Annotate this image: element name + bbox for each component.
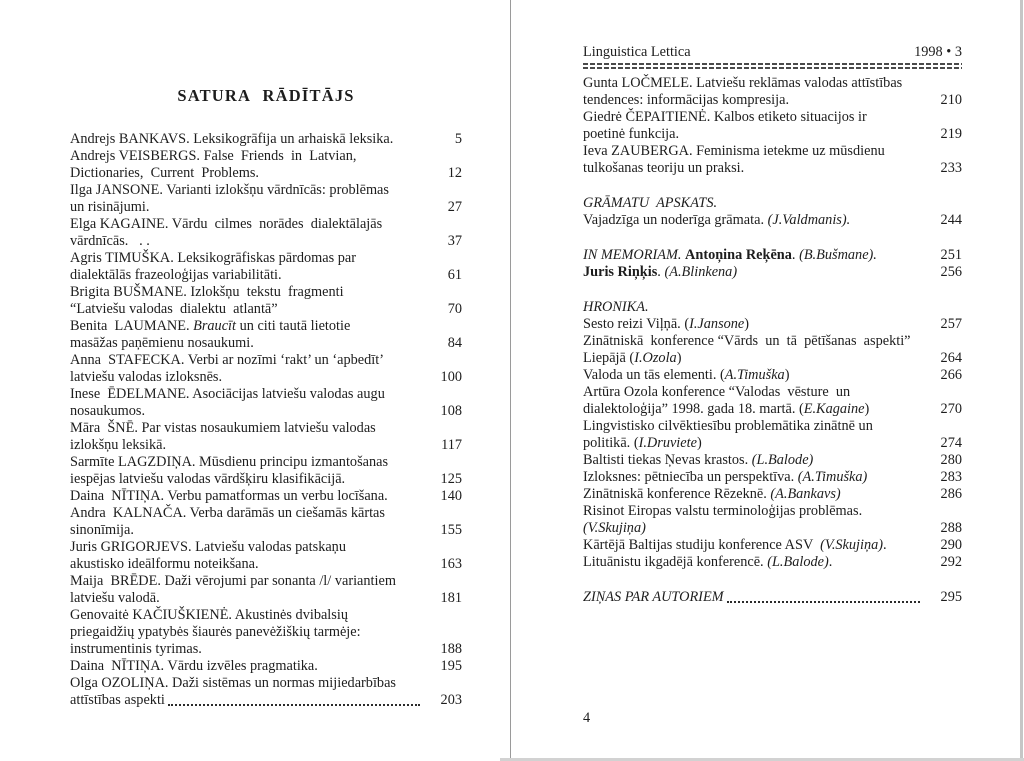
- toc-text: (L.Balode): [767, 554, 829, 570]
- toc-text: (A.Timuška): [797, 469, 868, 485]
- toc-text: Juris GRIGORJEVS. Latviešu valodas patskaņu: [70, 539, 346, 555]
- page-number: 244: [940, 212, 962, 228]
- toc-line: [583, 299, 962, 316]
- toc-line: [70, 675, 462, 692]
- toc-line: [583, 109, 962, 126]
- page-number: 257: [940, 316, 962, 332]
- toc-line: [583, 126, 962, 143]
- toc-line: [583, 452, 962, 469]
- toc-line: [70, 216, 462, 233]
- toc-text: (B.Bušmane).: [799, 247, 877, 263]
- toc-line: [583, 247, 962, 264]
- toc-text: sinonīmija.: [70, 522, 134, 538]
- toc-text: Antoņina Reķēna: [685, 247, 792, 263]
- toc-text: E.Kagaine: [803, 401, 865, 417]
- toc-text: Kārtējā Baltijas studiju konference ASV: [583, 537, 821, 553]
- page-number: 210: [940, 92, 962, 108]
- toc-text: Māra ŠNĒ. Par vistas nosaukumiem latviešu valodas: [70, 420, 376, 436]
- toc-line: [583, 333, 962, 350]
- toc-line: [70, 369, 462, 386]
- toc-title: SATURA RĀDĪTĀJS: [177, 86, 355, 105]
- toc-line: [583, 92, 962, 109]
- toc-text: (V.Skujiņa): [583, 520, 646, 536]
- toc-line: [70, 522, 462, 539]
- toc-line: [70, 607, 462, 624]
- toc-text: Valoda un tās elementi. (: [583, 367, 725, 383]
- toc-line: [70, 454, 462, 471]
- toc-text: Anna STAFECKA. Verbi ar nozīmi ‘rakt’ un ‘apbedīt’: [70, 352, 384, 368]
- toc-text: Gunta LOČMELE. Latviešu reklāmas valodas attīstības: [583, 75, 903, 91]
- page-number: 12: [447, 165, 462, 181]
- toc-text: ): [864, 401, 870, 417]
- toc-line: [583, 418, 962, 435]
- page-number: 100: [440, 369, 462, 385]
- page-number: 27: [447, 199, 462, 215]
- toc-text: attīstības aspekti: [70, 692, 165, 708]
- toc-line: [70, 590, 462, 607]
- page-number: 117: [441, 437, 462, 453]
- toc-line: [70, 284, 462, 301]
- toc-text: Baltisti tiekas Ņevas krastos.: [583, 452, 752, 468]
- toc-text: I.Druviete: [638, 435, 697, 451]
- toc-text: Dictionaries, Current Problems.: [70, 165, 260, 181]
- toc-line: [70, 403, 462, 420]
- toc-line: [583, 384, 962, 401]
- page-number: 163: [440, 556, 462, 572]
- toc-line: [70, 624, 462, 641]
- blank-line: [583, 571, 962, 589]
- toc-text: Andrejs VEISBERGS. False Friends in Latvian,: [70, 148, 357, 164]
- toc-line: [583, 75, 962, 92]
- toc-text: (J.Valdmanis).: [767, 212, 851, 228]
- toc-line: [70, 420, 462, 437]
- toc-text: I.Ozola: [634, 350, 677, 366]
- toc-text: Artūra Ozola konference “Valodas vēsture un: [583, 384, 851, 400]
- toc-text: Vajadzīga un noderīga grāmata.: [583, 212, 768, 228]
- toc-line: [583, 212, 962, 229]
- toc-text: Maija BRĒDE. Daži vērojumi par sonanta /l/ variantiem: [70, 573, 396, 589]
- toc-line: [70, 539, 462, 556]
- page-number: 37: [447, 233, 462, 249]
- toc-text: vārdnīcās. . .: [70, 233, 150, 249]
- page-number: 5: [454, 131, 462, 147]
- toc-text: Izloksnes: pētniecība un perspektīva.: [583, 469, 798, 485]
- toc-text: akustisko ideālformu noteikšana.: [70, 556, 259, 572]
- dot-leader: [727, 601, 920, 603]
- toc-line: [70, 199, 462, 216]
- toc-text: (A.Bankavs): [770, 486, 841, 502]
- left-page: [70, 0, 462, 761]
- toc-text: .: [883, 537, 887, 553]
- page-number: 84: [447, 335, 462, 351]
- toc-text: Agris TIMUŠKA. Leksikogrāfiskas pārdomas par: [70, 250, 357, 266]
- toc-line: [70, 148, 462, 165]
- toc-line: [583, 160, 962, 177]
- page-number: 61: [447, 267, 462, 283]
- toc-line: [70, 267, 462, 284]
- page-number: 108: [440, 403, 462, 419]
- toc-text: ): [696, 435, 702, 451]
- toc-line: [70, 250, 462, 267]
- page-number: 233: [940, 160, 962, 176]
- toc-text: ): [744, 316, 750, 332]
- page-number: 290: [940, 537, 962, 553]
- toc-text: Juris Riņķis: [583, 264, 658, 280]
- toc-line: [70, 641, 462, 658]
- toc-text: Sesto reizi Viļņā. (: [583, 316, 690, 332]
- page-number: 283: [940, 469, 962, 485]
- toc-text: Daina NĪTIŅA. Vārdu izvēles pragmatika.: [70, 658, 318, 674]
- page-number: 70: [447, 301, 462, 317]
- toc-text: Braucīt: [193, 318, 236, 334]
- toc-text: un risinājumi.: [70, 199, 150, 215]
- toc-text: Olga OZOLIŅA. Daži sistēmas un normas mijiedarbības: [70, 675, 396, 691]
- toc-line: [583, 316, 962, 333]
- toc-text: .: [828, 554, 833, 570]
- toc-line: [583, 350, 962, 367]
- toc-line: [70, 335, 462, 352]
- toc-text: Giedrė ČEPAITIENĖ. Kalbos etiketo situacijos ir: [583, 109, 867, 125]
- toc-text: GRĀMATU APSKATS.: [583, 195, 718, 211]
- page-number: 280: [940, 452, 962, 468]
- toc-text: politikā. (: [583, 435, 639, 451]
- scan-edge-right: [1020, 0, 1023, 761]
- toc-line: [70, 301, 462, 318]
- toc-text: “Latviešu valodas dialektu atlantā”: [70, 301, 278, 317]
- toc-text: Benita LAUMANE.: [70, 318, 194, 334]
- toc-text: I.Jansone: [689, 316, 745, 332]
- toc-text: Risinot Eiropas valstu terminoloģijas problēmas.: [583, 503, 863, 519]
- toc-line: [70, 471, 462, 488]
- blank-line: [583, 281, 962, 299]
- toc-line: [583, 435, 962, 452]
- toc-text: .: [657, 264, 665, 280]
- toc-text: iespējas latviešu valodas vārdšķiru klasifikācijā.: [70, 471, 346, 487]
- toc-text: Lituānistu ikgadējā konferencē.: [583, 554, 768, 570]
- page-number: 140: [440, 488, 462, 504]
- page-number: 219: [940, 126, 962, 142]
- toc-text: izlokšņu leksikā.: [70, 437, 167, 453]
- footer-page-number: 4: [583, 710, 591, 726]
- toc-line: [583, 264, 962, 281]
- toc-line: [583, 503, 962, 520]
- toc-text: Andra KALNAČA. Verba darāmās un ciešamās kārtas: [70, 505, 385, 521]
- toc-text: dialektālās frazeoloģijas variabilitāti.: [70, 267, 282, 283]
- toc-text: Daina NĪTIŅA. Verbu pamatformas un verbu locīšana.: [70, 488, 388, 504]
- page-number: 155: [440, 522, 462, 538]
- page-number: 256: [940, 264, 962, 280]
- toc-text: Zinātniskā konference “Vārds un tā pētīšanas aspekti”: [583, 333, 911, 349]
- toc-text: dialektoloģija” 1998. gada 18. martā. (: [583, 401, 804, 417]
- toc-text: Lingvistisko cilvēktiesību problemātika zinātnē un: [583, 418, 873, 434]
- toc-text: (L.Balode): [751, 452, 814, 468]
- blank-line: [583, 177, 962, 195]
- page-number: 181: [440, 590, 462, 606]
- page-number: 270: [940, 401, 962, 417]
- page-number: 274: [940, 435, 962, 451]
- toc-text: poetinė funkcija.: [583, 126, 680, 142]
- toc-line: [70, 165, 462, 182]
- toc-text: (A.Blinkena): [664, 264, 738, 280]
- toc-line: [70, 386, 462, 403]
- page-number: 195: [440, 658, 462, 674]
- toc-line: [70, 182, 462, 199]
- running-header: [583, 44, 962, 61]
- toc-line: [70, 658, 462, 675]
- toc-line: [70, 573, 462, 590]
- toc-line: [583, 367, 962, 384]
- page-number: 203: [440, 692, 462, 708]
- right-page-lines: [583, 75, 962, 606]
- toc-line: [70, 505, 462, 522]
- page-number: 286: [940, 486, 962, 502]
- toc-line: [583, 589, 962, 606]
- toc-text: Elga KAGAINE. Vārdu cilmes norādes dialektālajās: [70, 216, 383, 232]
- page-gutter-line: [510, 0, 511, 761]
- toc-text: (V.Skujiņa): [820, 537, 884, 553]
- toc-text: masāžas paņēmienu nosaukumi.: [70, 335, 254, 351]
- toc-text: priegaidžių ypatybės šiaurės panevėžiškių tarmėje:: [70, 624, 361, 640]
- toc-text: Inese ĒDELMANE. Asociācijas latviešu valodas augu: [70, 386, 385, 402]
- toc-text: Sarmīte LAGZDIŅA. Mūsdienu principu izmantošanas: [70, 454, 389, 470]
- toc-text: Andrejs BANKAVS. Leksikogrāfija un arhaiskā leksika.: [70, 131, 394, 147]
- toc-line: [70, 233, 462, 250]
- toc-line: [70, 131, 462, 148]
- toc-line: [583, 537, 962, 554]
- toc-text: Ieva ZAUBERGA. Feminisma ietekme uz mūsdienu: [583, 143, 885, 159]
- toc-line: [583, 486, 962, 503]
- issue-number: 1998 • 3: [914, 44, 962, 60]
- toc-text: Liepājā (: [583, 350, 635, 366]
- toc-line: [70, 318, 462, 335]
- right-page: [583, 0, 962, 761]
- page-number: 125: [440, 471, 462, 487]
- toc-line: [583, 554, 962, 571]
- page-number: 288: [940, 520, 962, 536]
- toc-text: Ilga JANSONE. Varianti izlokšņu vārdnīcās: problēmas: [70, 182, 389, 198]
- blank-line: [583, 229, 962, 247]
- toc-line: [583, 469, 962, 486]
- toc-line: [70, 556, 462, 573]
- page-number: 264: [940, 350, 962, 366]
- toc-text: ZIŅAS PAR AUTORIEM: [583, 589, 724, 605]
- toc-line: [70, 437, 462, 454]
- toc-text: HRONIKA.: [583, 299, 649, 315]
- toc-line: [70, 352, 462, 369]
- page-number: 188: [440, 641, 462, 657]
- toc-text: IN MEMORIAM.: [583, 247, 686, 263]
- toc-line: [583, 520, 962, 537]
- toc-text: latviešu valodā.: [70, 590, 160, 606]
- page-number: 295: [940, 589, 962, 605]
- toc-text: .: [791, 247, 800, 263]
- toc-text: instrumentinis tyrimas.: [70, 641, 202, 657]
- page-number: 292: [940, 554, 962, 570]
- page-number: 251: [940, 247, 962, 263]
- page-number: 266: [940, 367, 962, 383]
- dot-leader: [168, 704, 420, 706]
- toc-text: Genovaitė KAČIUŠKIENĖ. Akustinės dvibalsių: [70, 607, 348, 623]
- toc-text: ): [676, 350, 682, 366]
- toc-line: [583, 195, 962, 212]
- toc-line: [583, 401, 962, 418]
- toc-line: [583, 143, 962, 160]
- toc-text: tulkošanas teoriju un praksi.: [583, 160, 745, 176]
- toc-text: Zinātniskā konference Rēzeknē.: [583, 486, 771, 502]
- toc-text: tendences: informācijas kompresija.: [583, 92, 790, 108]
- toc-text: ): [784, 367, 790, 383]
- toc-line: [70, 488, 462, 505]
- toc-text: Brigita BUŠMANE. Izlokšņu tekstu fragmenti: [70, 284, 344, 300]
- toc-text: un citi tautā lietotie: [236, 318, 351, 334]
- left-page-lines: [70, 131, 462, 709]
- toc-line: [70, 692, 462, 709]
- journal-name: Linguistica Lettica: [583, 44, 691, 60]
- toc-text: A.Timuška: [724, 367, 785, 383]
- header-rule: [583, 63, 962, 69]
- toc-text: nosaukumos.: [70, 403, 146, 419]
- toc-text: latviešu valodas izloksnēs.: [70, 369, 223, 385]
